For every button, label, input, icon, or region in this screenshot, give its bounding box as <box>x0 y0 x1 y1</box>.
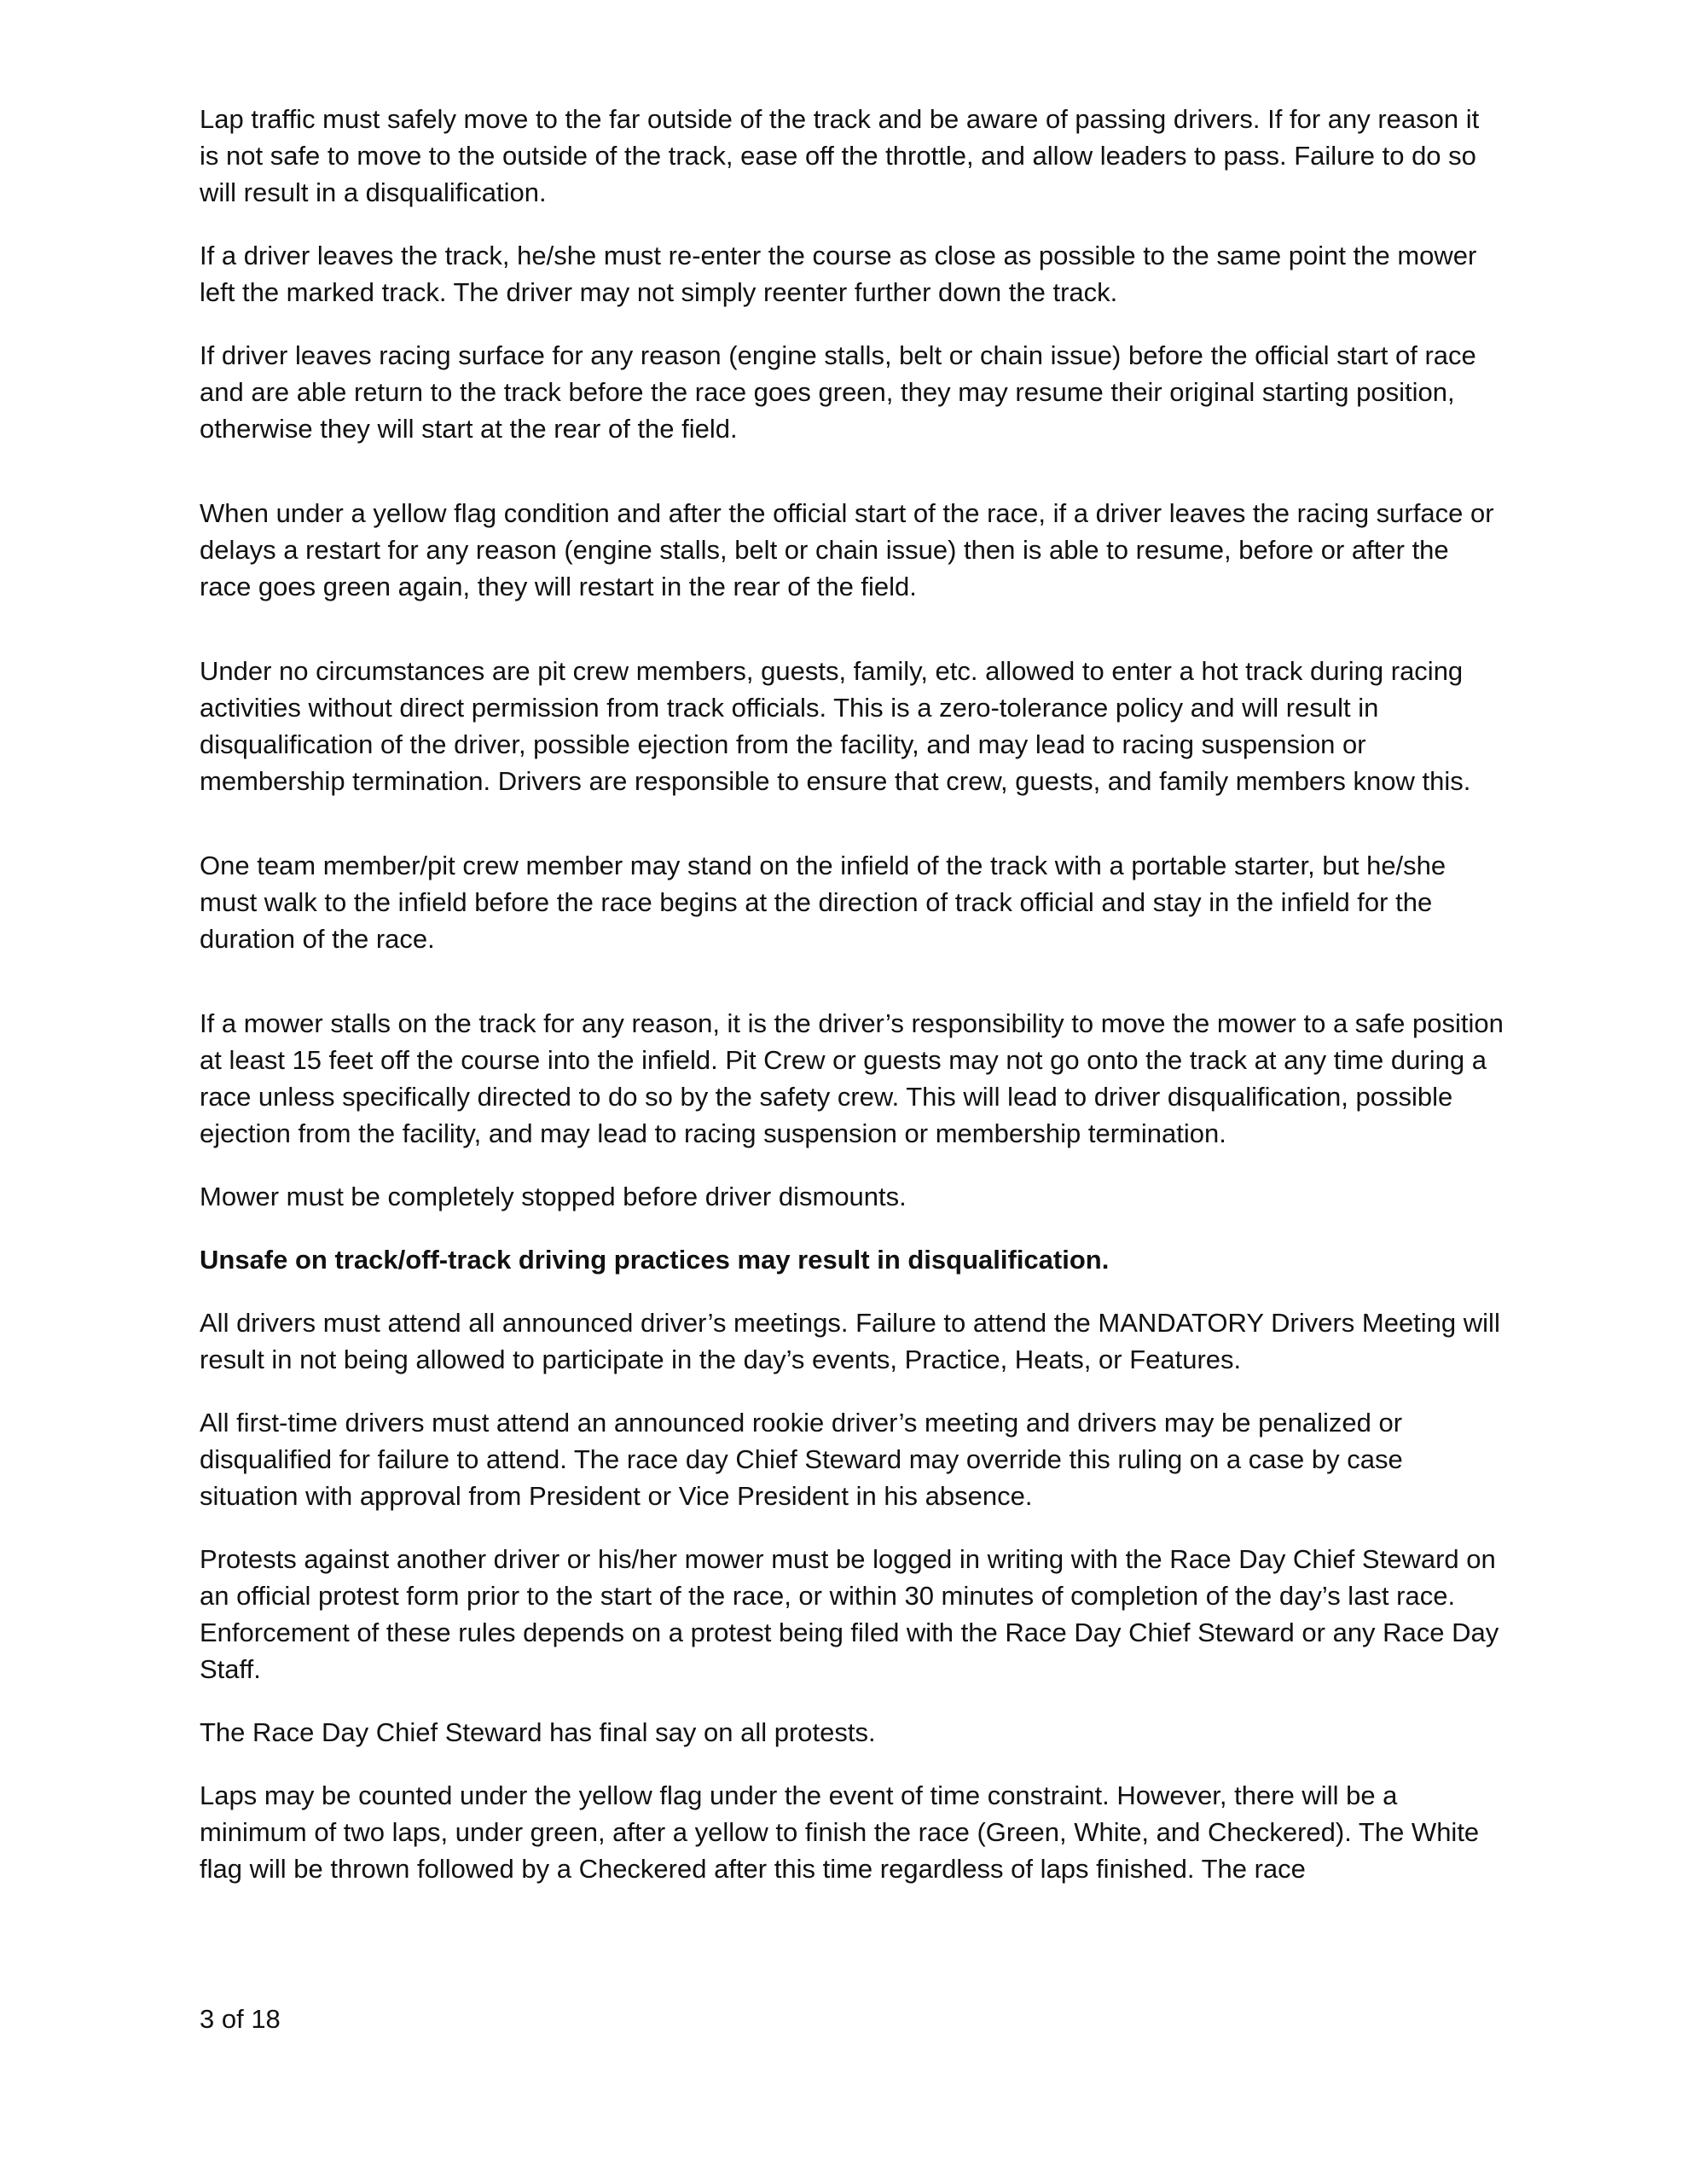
page-body <box>200 101 1504 1914</box>
paragraph-final-say: The Race Day Chief Steward has final say on all protests. <box>200 1717 876 1747</box>
paragraph-hot-track-policy: Under no circumstances are pit crew members, guests, family, etc. allowed to enter a hot track during racing activities without direct permission from track officials. This is a zero-tolerance policy and will result in disqualification of the driver, possible ejection from the facility, and may lead to racing suspension or membership termination. Drivers are responsible to ensure that crew, guests, and family members know this. <box>200 656 1471 796</box>
paragraph-infield-crew: One team member/pit crew member may stand on the infield of the track with a portable starter, but he/she must walk to the infield before the race begins at the direction of track official and stay in the infield for the duration of the race. <box>200 851 1446 954</box>
paragraph-dismount: Mower must be completely stopped before driver dismounts. <box>200 1182 907 1211</box>
page-number: 3 of 18 <box>200 2004 281 2034</box>
paragraph-unsafe-driving: Unsafe on track/off-track driving practices may result in disqualification. <box>200 1245 1110 1275</box>
paragraph-protests: Protests against another driver or his/her mower must be logged in writing with the Race Day Chief Steward on an official protest form prior to the start of the race, or within 30 minutes of completion of the day’s last race. Enforcement of these rules depends on a protest being filed with the Race Day Chief Steward or any Race Day Staff. <box>200 1544 1499 1684</box>
paragraph-leaves-before-start: If driver leaves racing surface for any reason (engine stalls, belt or chain issue) before the official start of race and are able return to the track before the race goes green, they may resume their original starting position, otherwise they will start at the rear of the field. <box>200 340 1476 444</box>
paragraph-drivers-meeting: All drivers must attend all announced driver’s meetings. Failure to attend the MANDATORY Drivers Meeting will result in not being allowed to participate in the day’s events, Practice, Heats, or Features. <box>200 1308 1500 1374</box>
paragraph-leaving-track: If a driver leaves the track, he/she must re-enter the course as close as possible to the same point the mower left the marked track. The driver may not simply reenter further down the track. <box>200 241 1477 307</box>
paragraph-yellow-flag-restart: When under a yellow flag condition and after the official start of the race, if a driver leaves the racing surface or delays a restart for any reason (engine stalls, belt or chain issue) then is able to resume, before or after the race goes green again, they will restart in the rear of the field. <box>200 498 1494 601</box>
paragraph-rookie-meeting: All first-time drivers must attend an announced rookie driver’s meeting and drivers may be penalized or disqualified for failure to attend. The race day Chief Steward may override this ruling on a case by case situation with approval from President or Vice President in his absence. <box>200 1408 1403 1511</box>
paragraph-mower-stalls: If a mower stalls on the track for any reason, it is the driver’s responsibility to move the mower to a safe position at least 15 feet off the course into the infield. Pit Crew or guests may not go onto the track at any time during a race unless specifically directed to do so by the safety crew. This will lead to driver disqualification, possible ejection from the facility, and may lead to racing suspension or membership termination. <box>200 1008 1504 1148</box>
paragraph-lap-traffic: Lap traffic must safely move to the far outside of the track and be aware of passing drivers. If for any reason it is not safe to move to the outside of the track, ease off the throttle, and allow leaders to pass. Failure to do so will result in a disqualification. <box>200 104 1480 207</box>
paragraph-laps-yellow-flag: Laps may be counted under the yellow flag under the event of time constraint. However, there will be a minimum of two laps, under green, after a yellow to finish the race (Green, White, and Checkered). The White flag will be thrown followed by a Checkered after this time regardless of laps finished. The race <box>200 1780 1480 1884</box>
